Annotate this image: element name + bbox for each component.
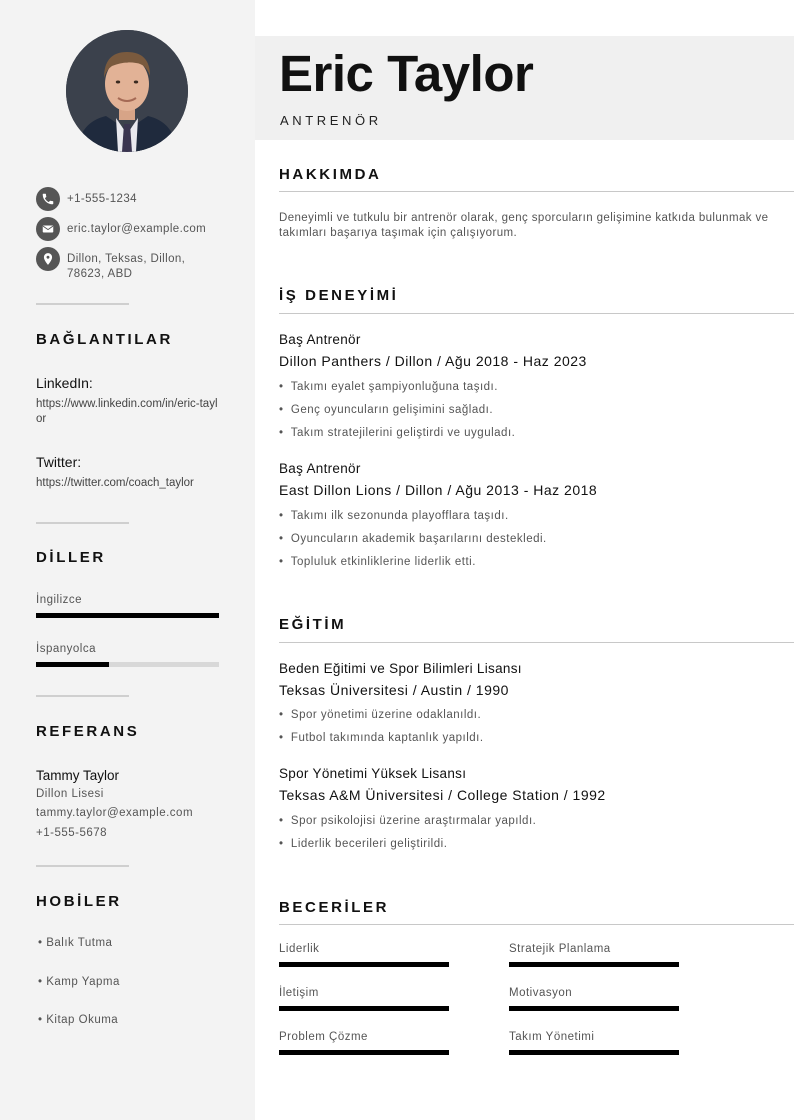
sidebar-divider — [36, 303, 129, 305]
reference-phone: +1-555-5678 — [36, 827, 108, 839]
skill-bar — [279, 1050, 449, 1055]
reference-email[interactable]: tammy.taylor@example.com — [36, 807, 194, 819]
hobbies-heading: HOBİLER — [36, 893, 122, 910]
hobby-item: • Balık Tutma — [38, 937, 113, 949]
education-subtitle: Teksas Üniversitesi / Austin / 1990 — [279, 682, 509, 698]
experience-bullet: • Genç oyuncuların gelişimini sağladı. — [279, 404, 494, 416]
contact-phone — [36, 187, 236, 211]
job-title: ANTRENÖR — [280, 113, 382, 128]
skill-bar — [279, 1006, 449, 1011]
links-heading: BAĞLANTILAR — [36, 331, 173, 348]
skill-label: Problem Çözme — [279, 1031, 368, 1043]
skill-bar — [509, 962, 679, 967]
education-bullet: • Liderlik becerileri geliştirildi. — [279, 838, 448, 850]
skill-bar — [509, 1006, 679, 1011]
linkedin-label: LinkedIn: — [36, 375, 93, 391]
section-rule — [279, 191, 794, 192]
experience-subtitle: East Dillon Lions / Dillon / Ağu 2013 - Haz 2018 — [279, 482, 598, 498]
education-title: Beden Eğitimi ve Spor Bilimleri Lisansı — [279, 661, 522, 676]
education-bullet: • Spor yönetimi üzerine odaklanıldı. — [279, 709, 482, 721]
languages-heading: DİLLER — [36, 549, 106, 566]
experience-bullet: • Takımı ilk sezonunda playofflara taşıdı. — [279, 510, 509, 522]
language-level-bar — [36, 662, 219, 667]
education-title: Spor Yönetimi Yüksek Lisansı — [279, 766, 467, 781]
address-line2: 78623, ABD — [67, 268, 133, 280]
twitter-link[interactable]: https://twitter.com/coach_taylor — [36, 477, 194, 489]
sidebar-divider — [36, 695, 129, 697]
education-bullet: • Futbol takımında kaptanlık yapıldı. — [279, 732, 484, 744]
hobby-item: • Kamp Yapma — [38, 976, 120, 988]
address-line1: Dillon, Teksas, Dillon, — [67, 253, 186, 265]
skill-label: Stratejik Planlama — [509, 943, 611, 955]
skill-label: Motivasyon — [509, 987, 573, 999]
section-rule — [279, 924, 794, 925]
email-icon — [36, 217, 60, 241]
profile-photo — [66, 30, 188, 152]
experience-title: Baş Antrenör — [279, 461, 361, 476]
phone-text: +1-555-1234 — [67, 193, 137, 205]
language-label: İspanyolca — [36, 643, 96, 655]
reference-org: Dillon Lisesi — [36, 788, 104, 800]
reference-name: Tammy Taylor — [36, 768, 120, 783]
section-rule — [279, 642, 794, 643]
language-level-fill — [36, 613, 219, 618]
experience-subtitle: Dillon Panthers / Dillon / Ağu 2018 - Haz 2023 — [279, 353, 587, 369]
location-pin-icon — [36, 247, 60, 271]
skill-bar — [509, 1050, 679, 1055]
contact-email — [36, 217, 236, 241]
contact-address — [36, 247, 236, 282]
experience-heading: İŞ DENEYİMİ — [279, 287, 399, 304]
skill-label: Liderlik — [279, 943, 320, 955]
sidebar-divider — [36, 865, 129, 867]
skill-label: Takım Yönetimi — [509, 1031, 595, 1043]
language-label: İngilizce — [36, 594, 83, 606]
language-level-bar — [36, 613, 219, 618]
section-rule — [279, 313, 794, 314]
sidebar-divider — [36, 522, 129, 524]
experience-bullet: • Takım stratejilerini geliştirdi ve uyguladı. — [279, 427, 516, 439]
skill-label: İletişim — [279, 987, 319, 999]
skill-bar — [279, 962, 449, 967]
address-text — [67, 247, 185, 282]
twitter-label: Twitter: — [36, 454, 82, 470]
skills-heading: BECERİLER — [279, 899, 390, 916]
candidate-name: Eric Taylor — [279, 45, 534, 102]
experience-bullet: • Oyuncuların akademik başarılarını destekledi. — [279, 533, 547, 545]
experience-title: Baş Antrenör — [279, 332, 361, 347]
email-text: eric.taylor@example.com — [67, 223, 207, 235]
language-level-fill — [36, 662, 109, 667]
references-heading: REFERANS — [36, 723, 140, 740]
education-heading: EĞİTİM — [279, 616, 347, 633]
about-text: Deneyimli ve tutkulu bir antrenör olarak, genç sporcuların gelişimine katkıda bulunmak ve takımları başarıya taşımak için çalışıyorum. — [279, 212, 769, 239]
education-subtitle: Teksas A&M Üniversitesi / College Station / 1992 — [279, 787, 606, 803]
experience-bullet: • Takımı eyalet şampiyonluğuna taşıdı. — [279, 381, 498, 393]
about-heading: HAKKIMDA — [279, 166, 382, 183]
hobby-item: • Kitap Okuma — [38, 1014, 119, 1026]
phone-icon — [36, 187, 60, 211]
education-bullet: • Spor psikolojisi üzerine araştırmalar yapıldı. — [279, 815, 537, 827]
experience-bullet: • Topluluk etkinliklerine liderlik etti. — [279, 556, 476, 568]
linkedin-link[interactable]: https://www.linkedin.com/in/eric-taylor — [36, 398, 218, 425]
